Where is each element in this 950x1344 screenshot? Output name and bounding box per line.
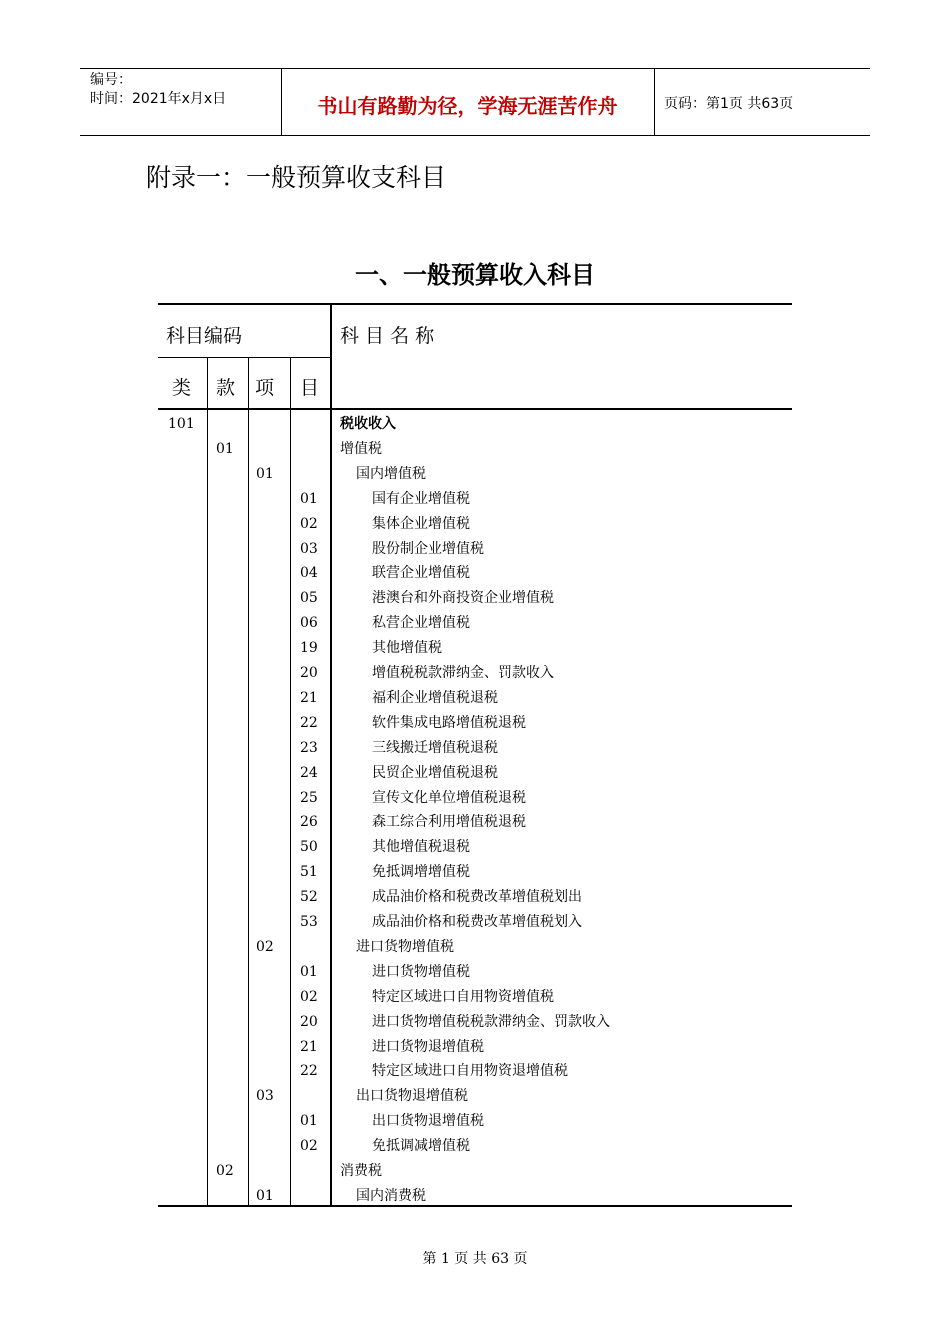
header-lei: 类 xyxy=(172,377,192,399)
table-header-bottom-rule xyxy=(158,408,792,410)
code-lei: 101 xyxy=(168,416,195,432)
code-mu: 26 xyxy=(300,814,318,831)
subject-name: 三线搬迁增值税退税 xyxy=(372,739,498,756)
code-mu: 05 xyxy=(300,590,318,607)
table-row xyxy=(158,1034,792,1059)
subject-name: 进口货物增值税 xyxy=(356,938,454,955)
table-row xyxy=(158,785,792,810)
page-title: 一、一般预算收入科目 xyxy=(355,261,595,289)
table-row xyxy=(158,1183,792,1208)
subject-name: 福利企业增值税退税 xyxy=(372,689,498,706)
header-top-rule xyxy=(80,68,870,69)
header-name: 科 目 名 称 xyxy=(340,325,435,347)
subject-name: 集体企业增值税 xyxy=(372,515,470,532)
table-row xyxy=(158,934,792,959)
subject-name: 联营企业增值税 xyxy=(372,565,470,582)
code-kuan: 01 xyxy=(216,440,234,457)
code-xiang: 01 xyxy=(256,465,274,482)
table-row xyxy=(158,461,792,486)
table-row xyxy=(158,685,792,710)
subject-name: 出口货物退增值税 xyxy=(356,1088,468,1105)
table-row xyxy=(158,809,792,834)
table-top-rule xyxy=(158,303,792,305)
subject-name: 股份制企业增值税 xyxy=(372,540,484,557)
subject-name: 税收收入 xyxy=(340,416,396,432)
code-mu: 01 xyxy=(300,1113,318,1130)
subject-name: 宣传文化单位增值税退税 xyxy=(372,789,526,806)
code-mu: 24 xyxy=(300,764,318,781)
code-mu: 22 xyxy=(300,1063,318,1080)
subject-name: 增值税税款滞纳金、罚款收入 xyxy=(372,665,554,681)
header-time-label: 时间：2021年x月x日 xyxy=(90,91,227,107)
table-row xyxy=(158,436,792,461)
subject-name: 进口货物增值税 xyxy=(372,963,470,980)
table-header-rule xyxy=(158,357,331,358)
subject-name: 国内增值税 xyxy=(356,465,426,482)
code-kuan: 02 xyxy=(216,1163,234,1179)
subject-name: 进口货物增值税税款滞纳金、罚款收入 xyxy=(372,1013,610,1030)
subject-name: 国有企业增值税 xyxy=(372,490,470,507)
subject-name: 国内消费税 xyxy=(356,1187,426,1204)
code-mu: 20 xyxy=(300,1013,318,1030)
code-mu: 02 xyxy=(300,1138,318,1155)
budget-subject-table xyxy=(158,303,792,1207)
table-row xyxy=(158,884,792,909)
subject-name: 出口货物退增值税 xyxy=(372,1113,484,1130)
code-mu: 51 xyxy=(300,864,318,881)
subject-name: 免抵调增增值税 xyxy=(372,864,470,881)
code-mu: 06 xyxy=(300,615,318,632)
table-row xyxy=(158,859,792,884)
subject-name: 免抵调减增值税 xyxy=(372,1138,470,1155)
subject-name: 私营企业增值税 xyxy=(372,615,470,632)
table-row xyxy=(158,1058,792,1083)
code-mu: 21 xyxy=(300,1038,318,1055)
table-row xyxy=(158,1133,792,1158)
table-row xyxy=(158,411,792,436)
appendix-title: 附录一：一般预算收支科目 xyxy=(146,163,447,192)
header-divider xyxy=(654,68,655,136)
subject-name: 其他增值税退税 xyxy=(372,839,470,856)
table-row xyxy=(158,1009,792,1034)
subject-name: 成品油价格和税费改革增值税划入 xyxy=(372,914,582,930)
subject-name: 软件集成电路增值税退税 xyxy=(372,714,526,731)
table-row xyxy=(158,585,792,610)
table-row xyxy=(158,984,792,1009)
header-bottom-rule xyxy=(80,135,870,136)
subject-name: 进口货物退增值税 xyxy=(372,1038,484,1055)
subject-name: 森工综合利用增值税退税 xyxy=(372,814,526,831)
header-code: 科目编码 xyxy=(166,325,243,347)
subject-name: 其他增值税 xyxy=(372,640,442,657)
code-xiang: 03 xyxy=(256,1088,274,1105)
code-mu: 21 xyxy=(300,689,318,706)
table-row xyxy=(158,834,792,859)
table-row xyxy=(158,959,792,984)
table-row xyxy=(158,710,792,735)
code-mu: 25 xyxy=(300,789,318,806)
subject-name: 消费税 xyxy=(340,1163,382,1179)
code-mu: 53 xyxy=(300,914,318,930)
table-row xyxy=(158,486,792,511)
subject-name: 特定区域进口自用物资退增值税 xyxy=(372,1063,568,1080)
table-row xyxy=(158,536,792,561)
code-mu: 22 xyxy=(300,714,318,731)
code-mu: 02 xyxy=(300,988,318,1005)
code-mu: 20 xyxy=(300,665,318,681)
table-row xyxy=(158,735,792,760)
header-meta xyxy=(90,71,226,109)
code-mu: 50 xyxy=(300,839,318,856)
table-row xyxy=(158,660,792,685)
header-page-info: 页码：第1页 共63页 xyxy=(664,96,794,112)
table-row xyxy=(158,511,792,536)
table-row xyxy=(158,610,792,635)
code-mu: 23 xyxy=(300,739,318,756)
table-row xyxy=(158,909,792,934)
code-mu: 03 xyxy=(300,540,318,557)
table-row xyxy=(158,760,792,785)
subject-name: 特定区域进口自用物资增值税 xyxy=(372,988,554,1005)
code-xiang: 02 xyxy=(256,938,274,955)
code-xiang: 01 xyxy=(256,1187,274,1204)
code-mu: 02 xyxy=(300,515,318,532)
subject-name: 港澳台和外商投资企业增值税 xyxy=(372,590,554,607)
subject-name: 民贸企业增值税退税 xyxy=(372,764,498,781)
subject-name: 增值税 xyxy=(340,440,382,457)
code-mu: 01 xyxy=(300,490,318,507)
header-number-label: 编号： xyxy=(90,72,132,88)
table-row xyxy=(158,560,792,585)
table-row xyxy=(158,1108,792,1133)
page-footer: 第 1 页 共 63 页 xyxy=(422,1251,528,1267)
code-mu: 01 xyxy=(300,963,318,980)
table-row xyxy=(158,1158,792,1183)
code-mu: 04 xyxy=(300,565,318,582)
header-mu: 目 xyxy=(300,377,320,399)
header-kuan: 款 xyxy=(216,377,236,399)
header-xiang: 项 xyxy=(255,377,275,399)
table-row xyxy=(158,635,792,660)
header-motto: 书山有路勤为径，学海无涯苦作舟 xyxy=(317,94,618,118)
code-mu: 19 xyxy=(300,640,318,657)
code-mu: 52 xyxy=(300,889,318,906)
table-row xyxy=(158,1083,792,1108)
subject-name: 成品油价格和税费改革增值税划出 xyxy=(372,889,582,906)
